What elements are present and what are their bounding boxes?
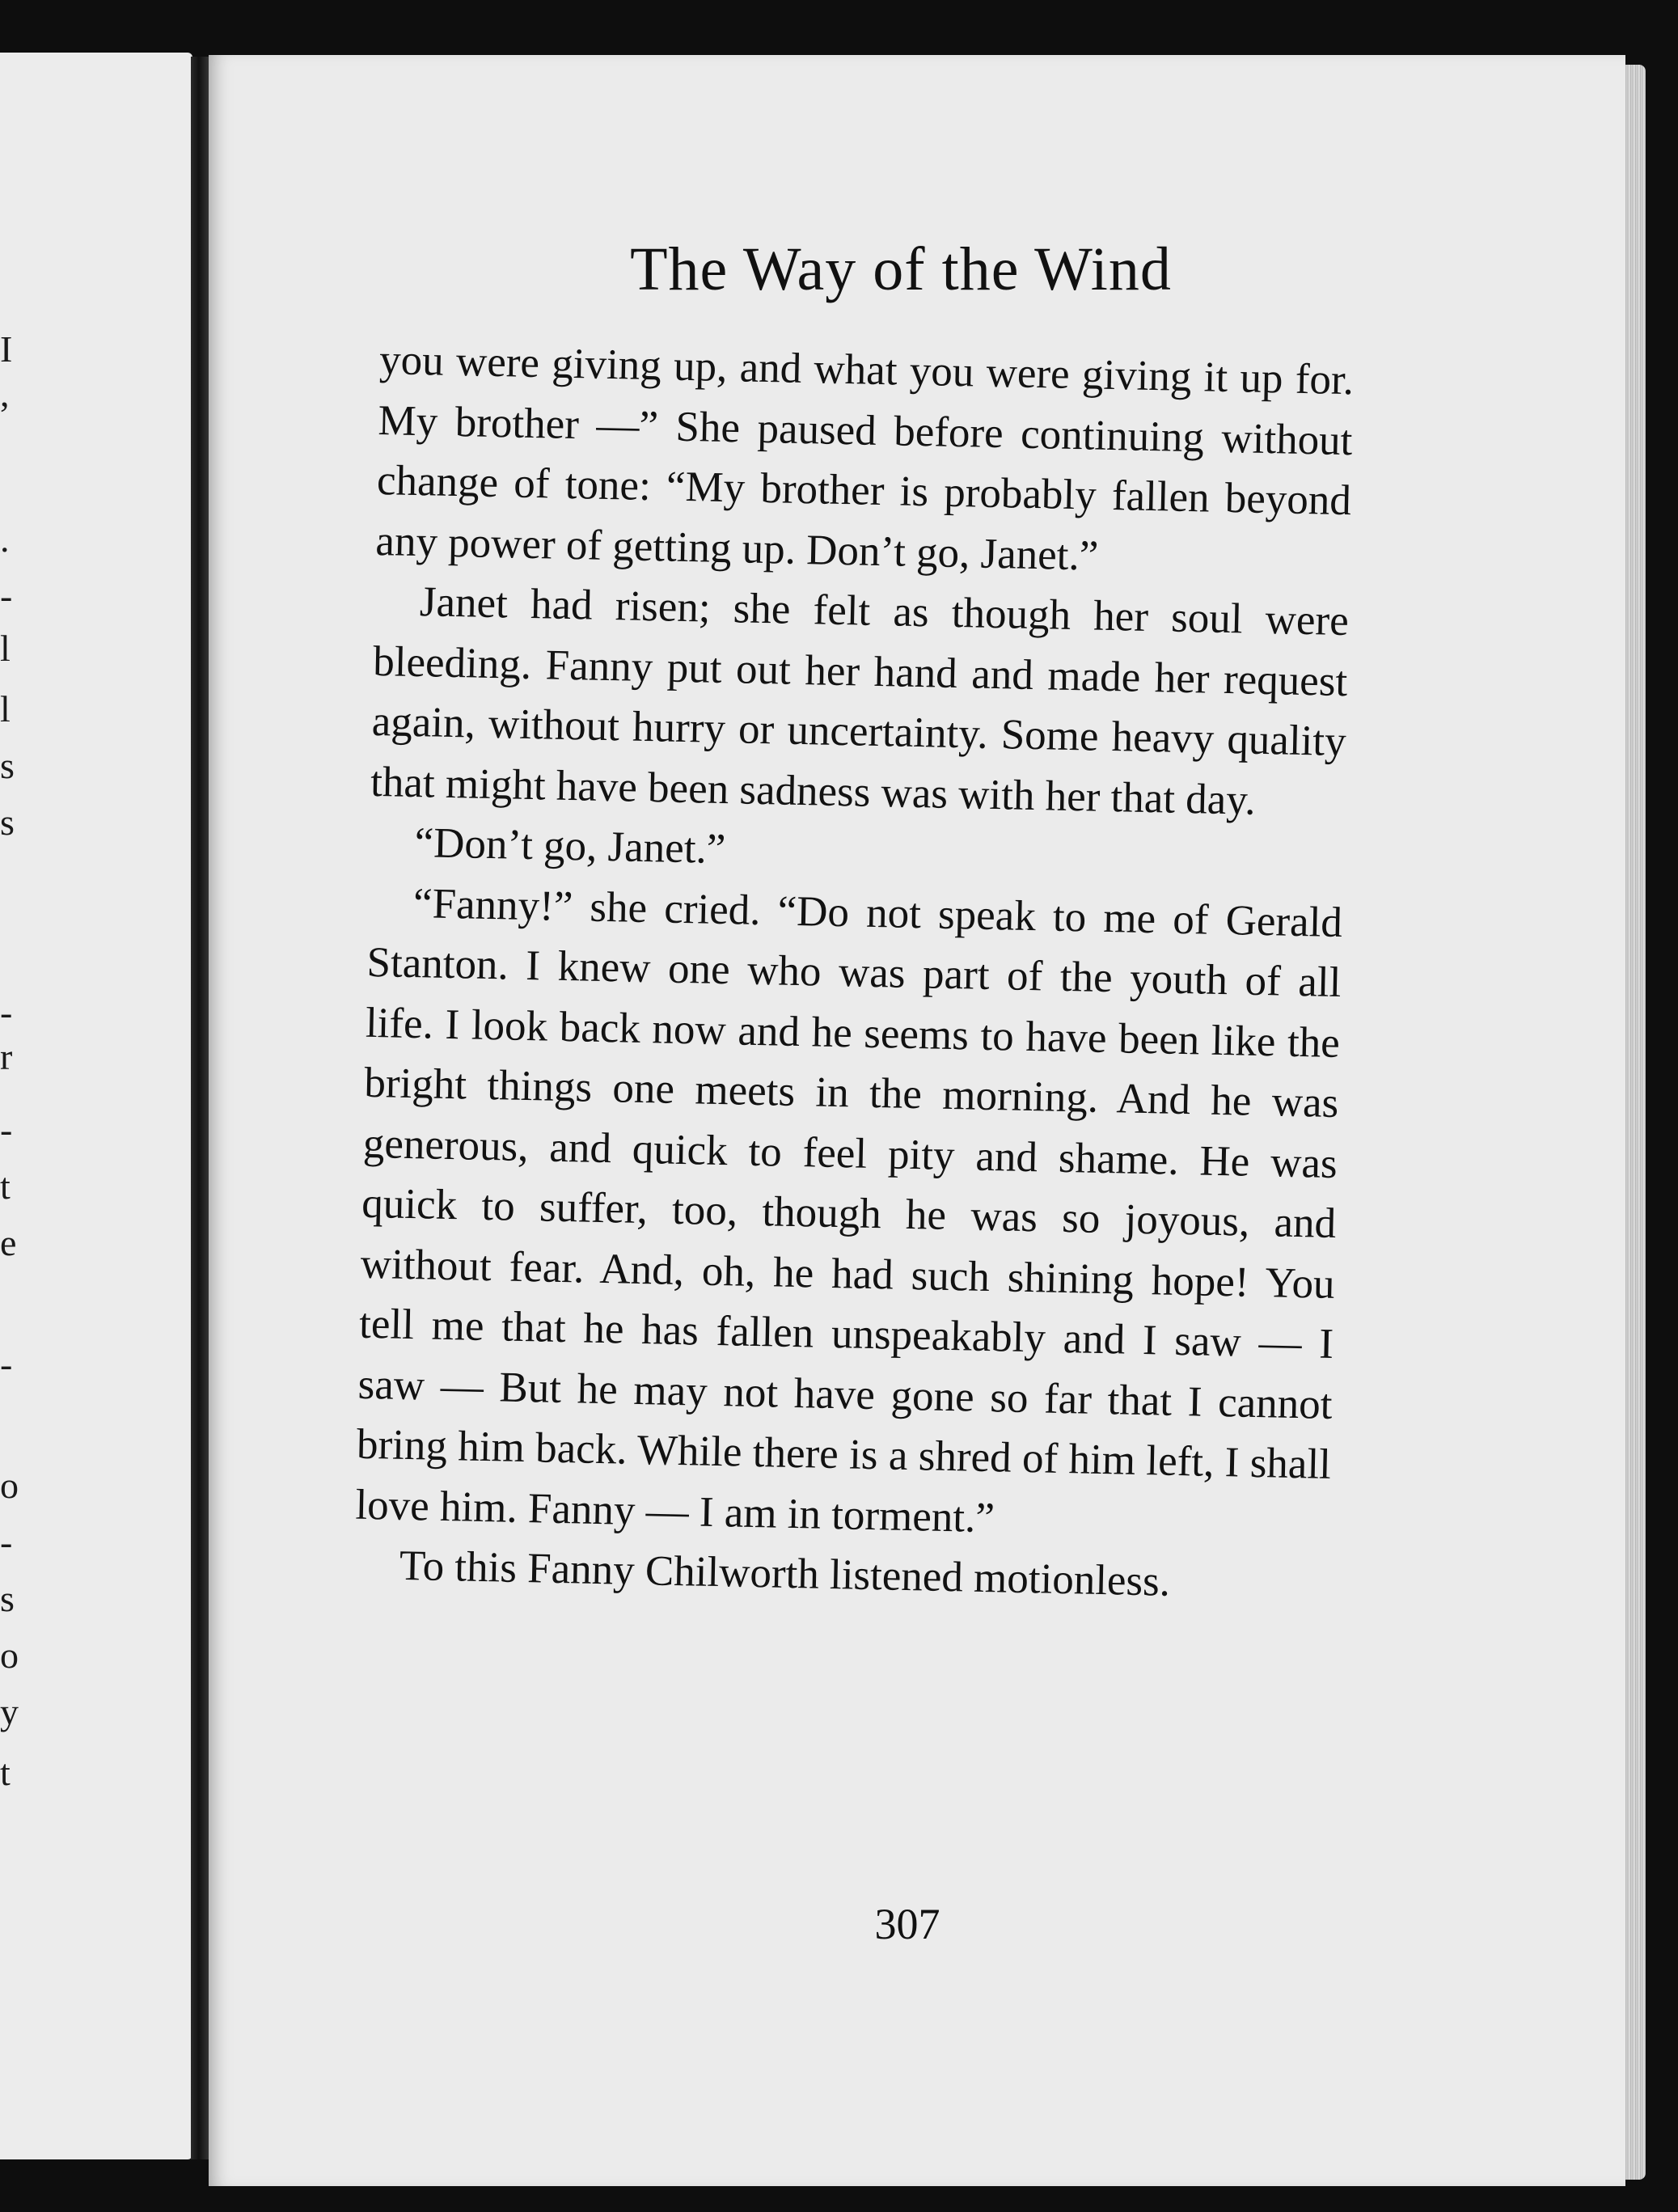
paragraph: you were giving up, and what you were giving it up for. My brother —” She paused before continuing without change of tone: “My brother is probably fallen beyond any power of getting up. Don’t go, Janet.”	[374, 336, 1355, 580]
book-gutter	[191, 57, 209, 2159]
line-ending-char: -	[0, 1343, 13, 1385]
line-ending-char: I	[0, 328, 13, 370]
paragraph: “Fanny!” she cried. “Do not speak to me of Gerald Stanton. I knew one who was part of the youth of all life. I look back now and he seems to have been like the bright things one meets in the morning. And he was generous, and quick to feel pity and shame. He was quick to suffer, too, though he was so joyous, and without fear. And, oh, he had such shining hope! You tell me that he has fallen unspeakably and I saw — I saw — But he may not have gone so far that I cannot bring him back. While there is a shred of him left, I shall love him. Fanny — I am in torment.”	[354, 879, 1343, 1542]
line-ending-char: l	[0, 688, 11, 730]
previous-page-fragment	[0, 53, 192, 2159]
book-page	[209, 55, 1625, 2186]
line-ending-char: s	[0, 745, 15, 786]
line-ending-char: o	[0, 1635, 19, 1676]
running-head: The Way of the Wind	[630, 235, 1172, 303]
line-ending-char: -	[0, 992, 13, 1033]
line-ending-char: r	[0, 1036, 13, 1077]
paragraph: “Don’t go, Janet.”	[414, 819, 726, 873]
previous-page-line-endings	[0, 53, 24, 2159]
page-number: 307	[874, 1900, 940, 1948]
line-ending-char: -	[0, 1521, 13, 1563]
line-ending-char: o	[0, 1465, 19, 1506]
line-ending-char: t	[0, 1752, 11, 1793]
paragraph: To this Fanny Chilworth listened motionless.	[399, 1542, 1171, 1605]
line-ending-char: -	[0, 575, 13, 616]
line-ending-char: y	[0, 1691, 19, 1732]
page-body	[353, 330, 1355, 1615]
line-ending-char: l	[0, 628, 11, 669]
line-ending-char: t	[0, 1165, 11, 1207]
line-ending-char: s	[0, 1578, 15, 1619]
line-ending-char: .	[0, 518, 10, 560]
line-ending-char: ,	[0, 373, 10, 414]
line-ending-char: -	[0, 1109, 13, 1150]
paragraph: Janet had risen; she felt as though her soul were bleeding. Fanny put out her hand and made her request again, without hurry or uncertainty. Some heavy quality that might have been sadness was with her that day.	[370, 578, 1350, 824]
line-ending-char: e	[0, 1222, 17, 1263]
line-ending-char: s	[0, 801, 15, 843]
